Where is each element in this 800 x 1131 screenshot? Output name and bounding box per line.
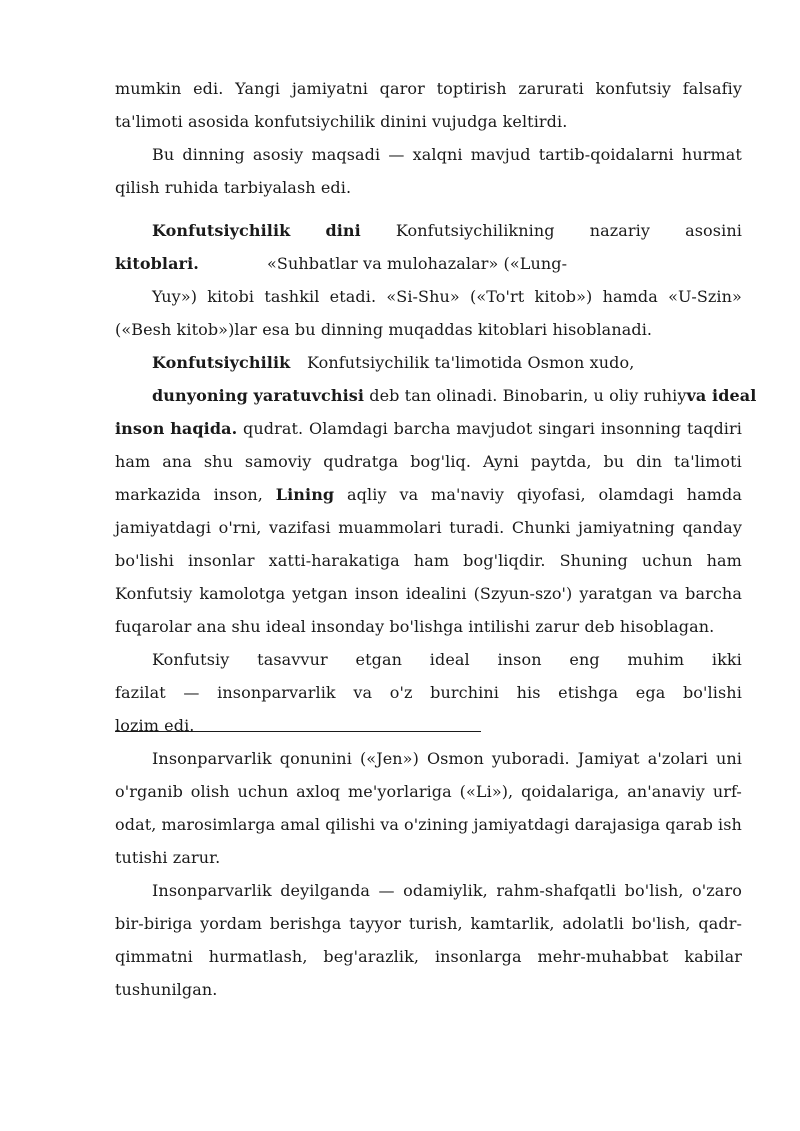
text-line <box>115 247 742 280</box>
word: Konfutsiy <box>115 584 193 603</box>
word: falsafiy <box>682 79 742 98</box>
text-line <box>115 742 742 775</box>
word: xatti-harakatiga <box>268 551 400 570</box>
word: jamiyatdagi <box>115 518 212 537</box>
word: ish <box>717 815 742 834</box>
word: me'yorlariga <box>348 782 452 801</box>
paragraph-6 <box>115 742 742 874</box>
text-run: olamdagi <box>598 485 674 504</box>
paragraph-2 <box>115 138 742 204</box>
bold-term: va ideal <box>686 386 757 405</box>
word: kitob») <box>534 287 593 306</box>
bold-term: dini <box>325 221 361 240</box>
word: bu <box>603 452 625 471</box>
text-line <box>115 874 742 907</box>
word: tashkil <box>264 287 320 306</box>
text-run: nazariy <box>589 221 651 240</box>
text-run: aqliy <box>347 485 387 504</box>
word: vazifasi <box>268 518 331 537</box>
word: zarurati <box>518 79 584 98</box>
word: paytda, <box>530 452 592 471</box>
text-line <box>115 445 742 478</box>
text-run: Olamdagi <box>309 419 388 438</box>
underlined-text <box>115 709 481 735</box>
word: ham <box>413 551 450 570</box>
text-line <box>115 610 742 643</box>
text-run: hamda <box>686 485 742 504</box>
paragraph-1 <box>115 72 742 138</box>
text-run: ta'limoti asosida konfutsiychilik dinini vujudga keltirdi. <box>115 112 568 131</box>
bold-term: Konfutsiychilik <box>152 221 291 240</box>
word: qonunini <box>279 749 352 768</box>
word: rahm-shafqatli <box>496 881 617 900</box>
word: mavjud <box>470 145 531 164</box>
text-line <box>115 973 742 1006</box>
word: ana <box>162 452 192 471</box>
word: Shuning <box>559 551 628 570</box>
text-line <box>115 138 742 171</box>
word: maqsadi <box>311 145 381 164</box>
word: qadr- <box>698 914 742 933</box>
word: etgan <box>355 650 402 669</box>
text-run: («Besh kitob»)lar esa bu dinning muqaddas kitoblari hisoblanadi. <box>115 320 653 339</box>
word: qoidalariga, <box>521 782 620 801</box>
word: o'zining <box>404 815 469 834</box>
word: bo'lishi <box>682 683 742 702</box>
word: yetgan <box>292 584 348 603</box>
text-run: insonning <box>600 419 682 438</box>
text-line <box>115 775 742 808</box>
word: («Li»), <box>459 782 514 801</box>
text-line <box>115 940 742 973</box>
word: etadi. <box>329 287 377 306</box>
word: Konfutsiy <box>152 650 230 669</box>
word: — <box>378 881 395 900</box>
word: axloq <box>296 782 341 801</box>
bold-term: inson haqida. <box>115 419 238 438</box>
bold-term: dunyoning yaratuvchisi <box>152 386 365 405</box>
word: deyilganda <box>280 881 371 900</box>
word: bo'lish, <box>631 914 691 933</box>
document-page <box>115 72 757 1006</box>
text-line <box>115 280 742 313</box>
word: tasavvur <box>257 650 328 669</box>
word: tartib-qoidalarni <box>538 145 674 164</box>
word: va <box>659 584 679 603</box>
word: bo'lishi <box>115 551 174 570</box>
text-line <box>115 478 742 511</box>
word: jamiyatni <box>291 79 368 98</box>
text-line <box>115 643 742 676</box>
word: insonparvarlik <box>217 683 336 702</box>
text-line <box>115 346 742 379</box>
word: ham <box>706 551 742 570</box>
word: va <box>380 815 399 834</box>
word: his <box>516 683 541 702</box>
word: qudratga <box>323 452 399 471</box>
text-run: Konfutsiychilikning <box>395 221 555 240</box>
text-line <box>115 676 742 709</box>
word: an'anaviy <box>627 782 705 801</box>
word: kitobi <box>207 287 255 306</box>
word: Yangi <box>235 79 281 98</box>
word: etishga <box>558 683 619 702</box>
word: burchini <box>430 683 499 702</box>
word: jamiyatdagi <box>473 815 570 834</box>
word: kamtarlik, <box>470 914 555 933</box>
paragraph-4 <box>115 346 757 643</box>
word: «Si-Shu» <box>386 287 460 306</box>
text-line <box>115 72 742 105</box>
text-run: tutishi zarur. <box>115 848 221 867</box>
text-line <box>115 511 742 544</box>
bold-term: kitoblari. <box>115 254 199 273</box>
word: ikki <box>711 650 742 669</box>
word: darajasiga <box>574 815 661 834</box>
text-line <box>115 171 742 204</box>
text-run: «Suhbatlar va mulohazalar» («Lung- <box>267 254 568 273</box>
word: edi. <box>193 79 224 98</box>
word: yuboradi. <box>491 749 570 768</box>
word: yaratgan <box>579 584 653 603</box>
word: dinning <box>182 145 245 164</box>
word: Insonparvarlik <box>152 881 272 900</box>
word: o'z <box>389 683 413 702</box>
text-line <box>115 544 742 577</box>
word: ta'limoti <box>674 452 742 471</box>
word: odamiylik, <box>403 881 488 900</box>
word: («To'rt <box>470 287 525 306</box>
word: uni <box>715 749 742 768</box>
word: inson <box>354 584 399 603</box>
text-line <box>115 808 742 841</box>
word: tayyor <box>349 914 402 933</box>
text-run: mavjudot <box>456 419 533 438</box>
word: («Jen») <box>359 749 419 768</box>
word: bo'lish, <box>624 881 684 900</box>
word: idealini <box>405 584 467 603</box>
word: uchun <box>237 782 289 801</box>
word: beg'arazlik, <box>323 947 420 966</box>
word: bog'liqdir. <box>463 551 546 570</box>
word: din <box>636 452 663 471</box>
word: Insonparvarlik <box>152 749 272 768</box>
word: marosimlarga <box>161 815 276 834</box>
word: (Szyun-szo') <box>473 584 573 603</box>
text-run: asosini <box>685 221 742 240</box>
text-run: qiyofasi, <box>516 485 586 504</box>
text-run: va <box>399 485 419 504</box>
text-run: qudrat. <box>243 419 304 438</box>
text-run: fuqarolar ana shu ideal insonday bo'lishga intilishi zarur deb hisoblagan. <box>115 617 715 636</box>
word: uchun <box>641 551 693 570</box>
word: Osmon <box>426 749 484 768</box>
word: «U-Szin» <box>668 287 742 306</box>
word: ham <box>115 452 151 471</box>
word: bog'liq. <box>410 452 472 471</box>
text-run: taqdiri <box>686 419 742 438</box>
word: fazilat <box>115 683 166 702</box>
text-line <box>115 313 742 346</box>
word: berishga <box>269 914 342 933</box>
word: shu <box>203 452 233 471</box>
word: va <box>353 683 373 702</box>
word: a'zolari <box>647 749 708 768</box>
text-run: markazida <box>115 485 201 504</box>
paragraph-5 <box>115 643 742 742</box>
text-run: singari <box>538 419 595 438</box>
paragraph-3 <box>115 214 742 346</box>
word: eng <box>569 650 600 669</box>
word: Ayni <box>483 452 519 471</box>
word: barcha <box>685 584 742 603</box>
word: olish <box>190 782 230 801</box>
word: jamiyatning <box>578 518 675 537</box>
text-run: inson, <box>213 485 263 504</box>
text-line <box>115 841 742 874</box>
word: — <box>183 683 200 702</box>
word: kabilar <box>684 947 742 966</box>
word: Chunki <box>511 518 571 537</box>
word: asosiy <box>252 145 304 164</box>
word: o'zaro <box>692 881 742 900</box>
text-line <box>115 412 742 445</box>
text-line <box>115 214 742 247</box>
word: xalqni <box>412 145 463 164</box>
text-line <box>115 907 742 940</box>
word: muhim <box>627 650 685 669</box>
text-line <box>115 105 742 138</box>
word: ega <box>635 683 666 702</box>
word: turish, <box>408 914 463 933</box>
word: mehr-muhabbat <box>537 947 669 966</box>
word: qaror <box>379 79 425 98</box>
word: odat, <box>115 815 157 834</box>
word: hurmatlash, <box>208 947 308 966</box>
text-run: lozim edi. <box>115 716 195 735</box>
word: mumkin <box>115 79 182 98</box>
word: konfutsiy <box>595 79 672 98</box>
text-line <box>115 379 757 412</box>
word: qilishi <box>325 815 376 834</box>
word: ideal <box>429 650 470 669</box>
word: samoviy <box>244 452 312 471</box>
bold-term: Lining <box>275 485 335 504</box>
word: Yuy») <box>152 287 198 306</box>
word: adolatli <box>562 914 624 933</box>
word: — <box>388 145 405 164</box>
bold-term: Konfutsiychilik <box>152 353 291 372</box>
word: turadi. <box>449 518 505 537</box>
word: qarab <box>665 815 713 834</box>
word: inson <box>497 650 542 669</box>
text-run: barcha <box>393 419 451 438</box>
word: yordam <box>200 914 262 933</box>
word: insonlar <box>187 551 255 570</box>
text-run: deb tan olinadi. Binobarin, u oliy ruhiy <box>369 386 687 405</box>
word: amal <box>280 815 321 834</box>
word: qanday <box>682 518 742 537</box>
word: insonlarga <box>434 947 522 966</box>
text-run: Konfutsiychilik ta'limotida Osmon xudo, <box>307 353 635 372</box>
word: kamolotga <box>199 584 286 603</box>
text-line <box>115 709 742 742</box>
word: qimmatni <box>115 947 193 966</box>
word: Jamiyat <box>577 749 640 768</box>
text-run: qilish ruhida tarbiyalash edi. <box>115 178 352 197</box>
word: bir-biriga <box>115 914 193 933</box>
word: muammolari <box>338 518 442 537</box>
text-run: tushunilgan. <box>115 980 218 999</box>
text-line <box>115 577 742 610</box>
word: hurmat <box>681 145 742 164</box>
word: toptirish <box>436 79 507 98</box>
text-run: ma'naviy <box>431 485 504 504</box>
word: hamda <box>602 287 658 306</box>
word: o'rganib <box>115 782 183 801</box>
word: Bu <box>152 145 175 164</box>
word: urf- <box>712 782 742 801</box>
word: o'rni, <box>218 518 262 537</box>
paragraph-7 <box>115 874 742 1006</box>
